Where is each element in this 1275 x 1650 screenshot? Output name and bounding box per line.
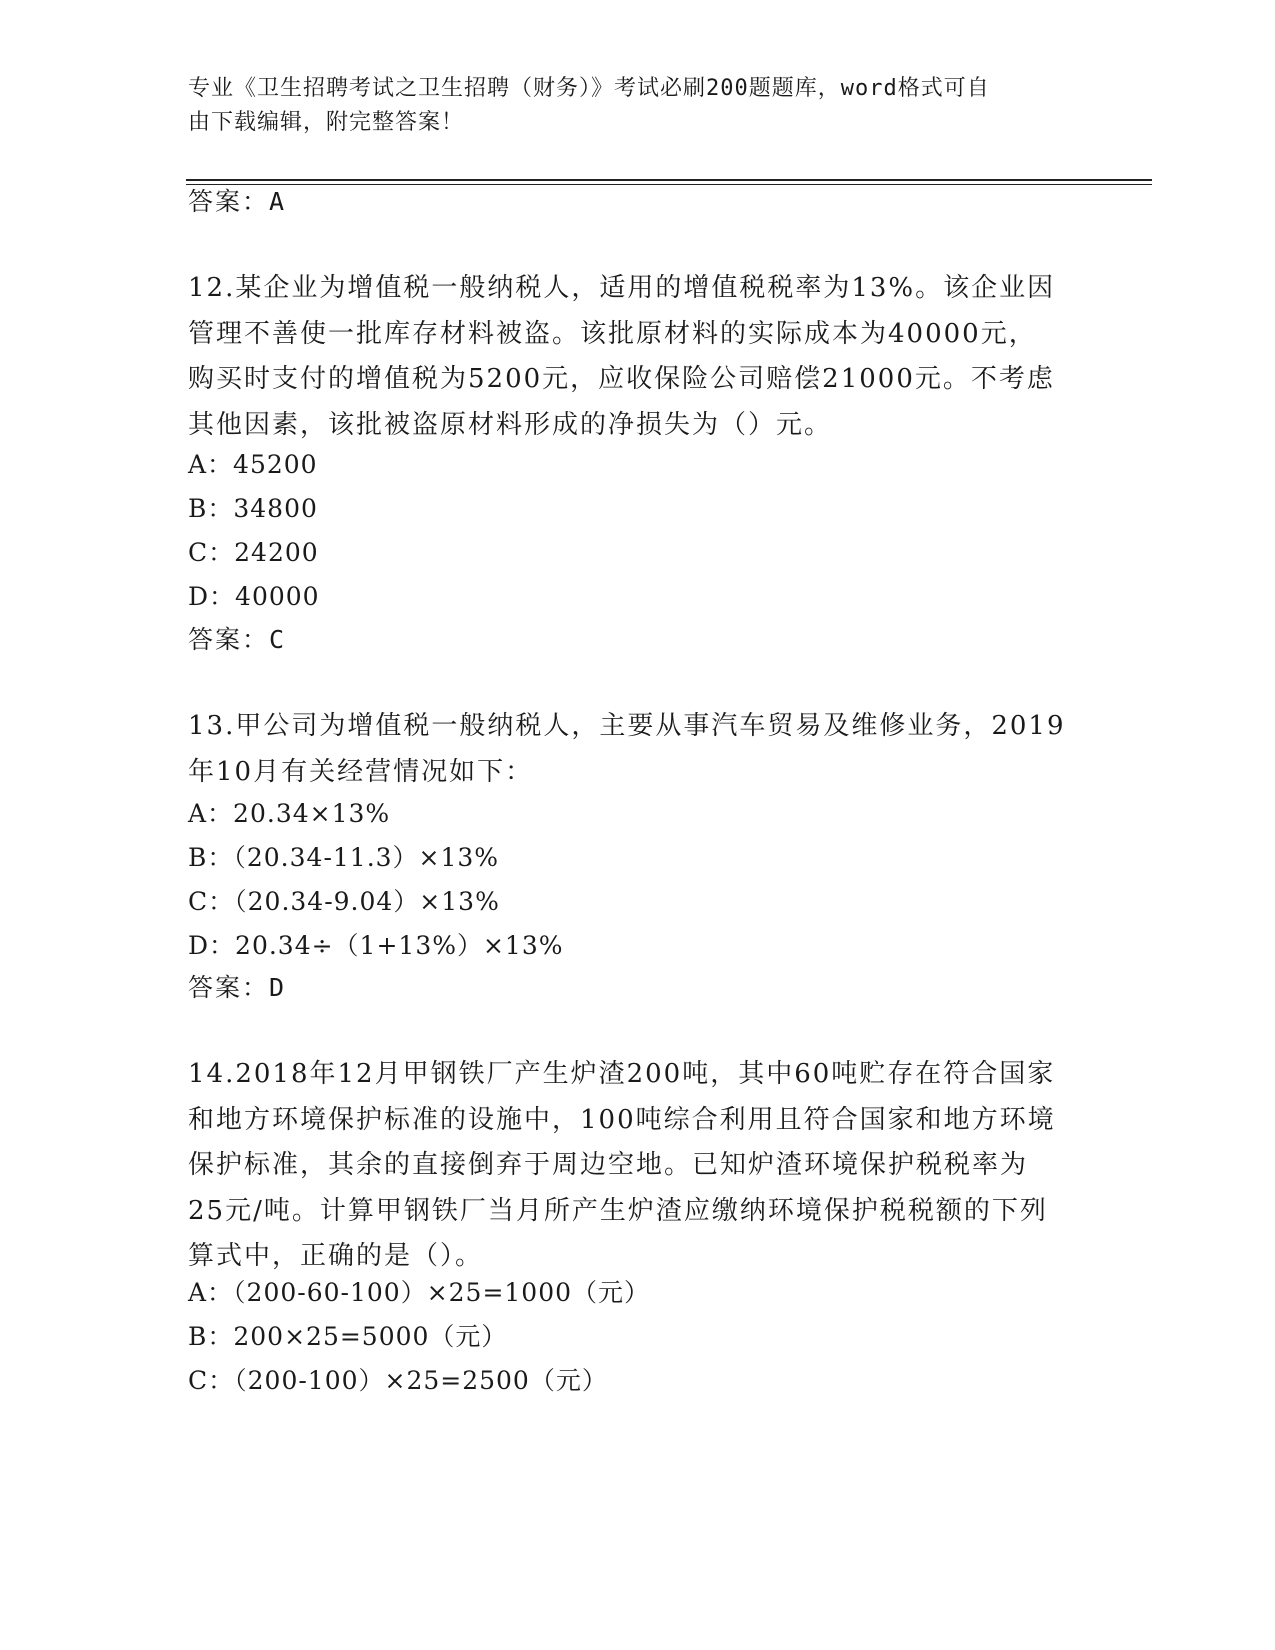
header-line-2: 由下载编辑，附完整答案！ [188, 110, 465, 135]
question-line: 其他因素，该批被盗原材料形成的净损失为（）元。 [188, 409, 833, 440]
q13-option-a: A：20.34×13% [188, 799, 391, 828]
q14-option-a: A：（200-60-100）×25=1000（元） [188, 1278, 651, 1307]
q13-option-c: C：（20.34-9.04）×13% [188, 887, 500, 916]
question-line: 年10月有关经营情况如下： [188, 756, 534, 787]
q12-option-b: B：34800 [188, 494, 318, 523]
question-14-text [188, 1052, 1088, 1280]
q14-option-c: C：（200-100）×25=2500（元） [188, 1366, 608, 1395]
header-line-1: 专业《卫生招聘考试之卫生招聘（财务）》考试必刷200题题库，word格式可自 [188, 76, 990, 101]
q13-option-d: D：20.34÷（1+13%）×13% [188, 931, 564, 960]
q13-option-b: B：（20.34-11.3）×13% [188, 843, 500, 872]
q12-option-a: A：45200 [188, 450, 318, 479]
q13-answer: 答案：D [188, 973, 287, 1002]
question-12-text [188, 266, 1088, 448]
document-header [188, 72, 1068, 140]
q12-option-c: C：24200 [188, 538, 319, 567]
question-line: 算式中，正确的是（）。 [188, 1241, 484, 1271]
q14-option-b: B：200×25=5000（元） [188, 1322, 508, 1351]
header-divider-thin [186, 184, 1152, 185]
header-divider-thick [186, 179, 1152, 181]
question-line: 14.2018年12月甲钢铁厂产生炉渣200吨，其中60吨贮存在符合国家 [188, 1059, 1056, 1089]
question-line: 12.某企业为增值税一般纳税人，适用的增值税税率为13%。该企业因 [188, 273, 1056, 303]
question-line: 和地方环境保护标准的设施中，100吨综合利用且符合国家和地方环境 [188, 1104, 1056, 1135]
q12-answer: 答案：C [188, 625, 287, 654]
question-line: 管理不善使一批库存材料被盗。该批原材料的实际成本为40000元， [188, 318, 1037, 349]
q12-option-d: D：40000 [188, 582, 320, 611]
question-13-text [188, 704, 1088, 795]
question-line: 13.甲公司为增值税一般纳税人，主要从事汽车贸易及维修业务，2019 [188, 711, 1066, 741]
question-line: 25元/吨。计算甲钢铁厂当月所产生炉渣应缴纳环境保护税税额的下列 [188, 1195, 1048, 1226]
question-line: 保护标准，其余的直接倒弃于周边空地。已知炉渣环境保护税税率为 [188, 1150, 1029, 1180]
question-line: 购买时支付的增值税为5200元，应收保险公司赔偿21000元。不考虑 [188, 364, 1055, 394]
previous-answer: 答案：A [188, 187, 287, 216]
